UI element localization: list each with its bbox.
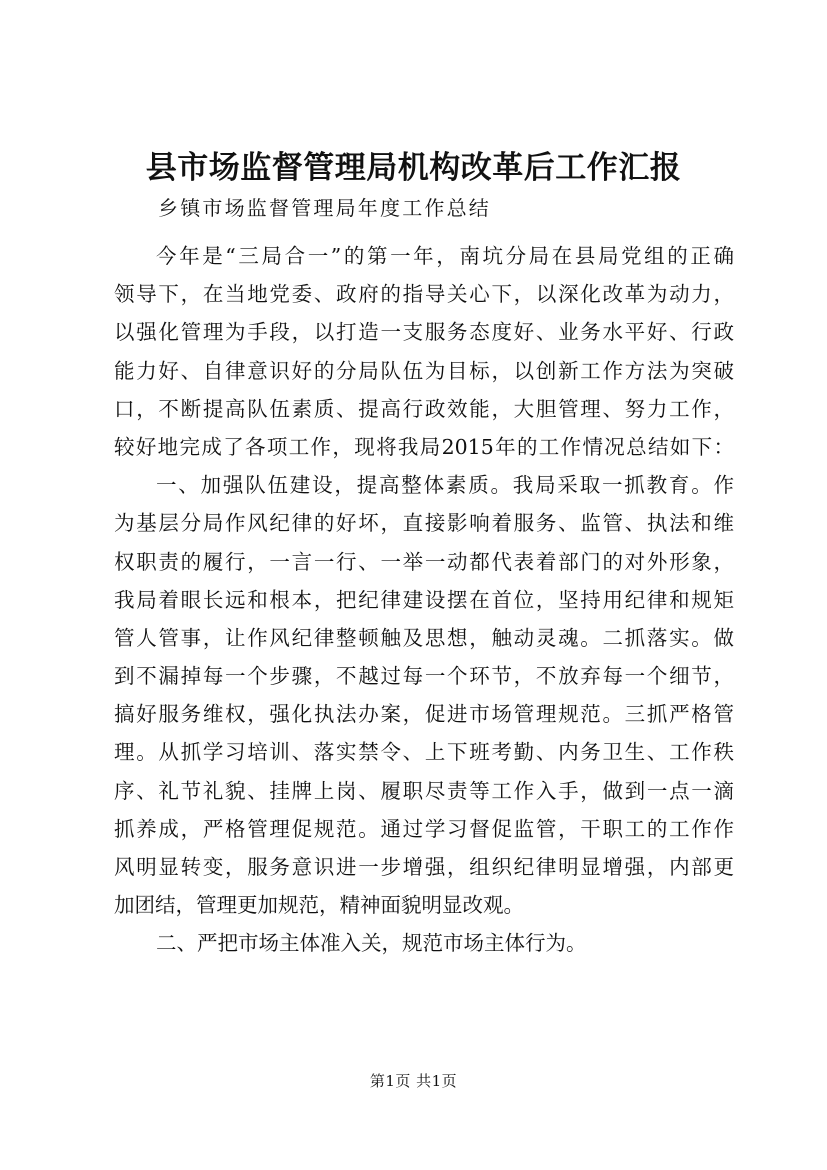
body-line: 序、礼节礼貌、挂牌上岗、履职尽责等工作入手，做到一点一滴 xyxy=(114,778,734,803)
document-title: 县市场监督管理局机构改革后工作汇报 xyxy=(145,150,682,186)
body-line: 一、加强队伍建设，提高整体素质。我局采取一抓教育。作 xyxy=(156,473,734,498)
body-line: 抓养成，严格管理促规范。通过学习督促监管，干职工的工作作 xyxy=(114,816,734,841)
body-line: 领导下，在当地党委、政府的指导关心下，以深化改革为动力， xyxy=(114,282,734,307)
document-subtitle: 乡镇市场监督管理局年度工作总结 xyxy=(158,196,491,220)
body-line: 较好地完成了各项工作，现将我局2015年的工作情况总结如下： xyxy=(114,434,734,459)
body-line: 能力好、自律意识好的分局队伍为目标，以创新工作方法为突破 xyxy=(114,358,734,383)
body-line: 理。从抓学习培训、落实禁令、上下班考勤、内务卫生、工作秩 xyxy=(114,740,734,765)
body-line: 我局着眼长远和根本，把纪律建设摆在首位，坚持用纪律和规矩 xyxy=(114,587,734,612)
body-line: 风明显转变，服务意识进一步增强，组织纪律明显增强，内部更 xyxy=(114,855,734,879)
body-line: 权职责的履行，一言一行、一举一动都代表着部门的对外形象， xyxy=(114,549,734,574)
body-line: 管人管事，让作风纪律整顿触及思想，触动灵魂。二抓落实。做 xyxy=(114,625,734,650)
body-line: 二、严把市场主体准入关，规范市场主体行为。 xyxy=(156,931,587,956)
body-line: 到不漏掉每一个步骤，不越过每一个环节，不放弃每一个细节， xyxy=(114,664,734,689)
body-line: 以强化管理为手段，以打造一支服务态度好、业务水平好、行政 xyxy=(114,320,734,345)
body-line: 搞好服务维权，强化执法办案，促进市场管理规范。三抓严格管 xyxy=(114,702,734,727)
document-body xyxy=(114,237,734,963)
body-line: 为基层分局作风纪律的好坏，直接影响着服务、监管、执法和维 xyxy=(114,511,734,536)
body-line: 口，不断提高队伍素质、提高行政效能，大胆管理、努力工作， xyxy=(114,396,734,421)
body-line: 今年是“三局合一”的第一年，南坑分局在县局党组的正确 xyxy=(156,244,734,268)
body-line: 加团结，管理更加规范，精神面貌明显改观。 xyxy=(114,893,524,918)
page-footer: 第1页 共1页 xyxy=(369,1072,458,1090)
